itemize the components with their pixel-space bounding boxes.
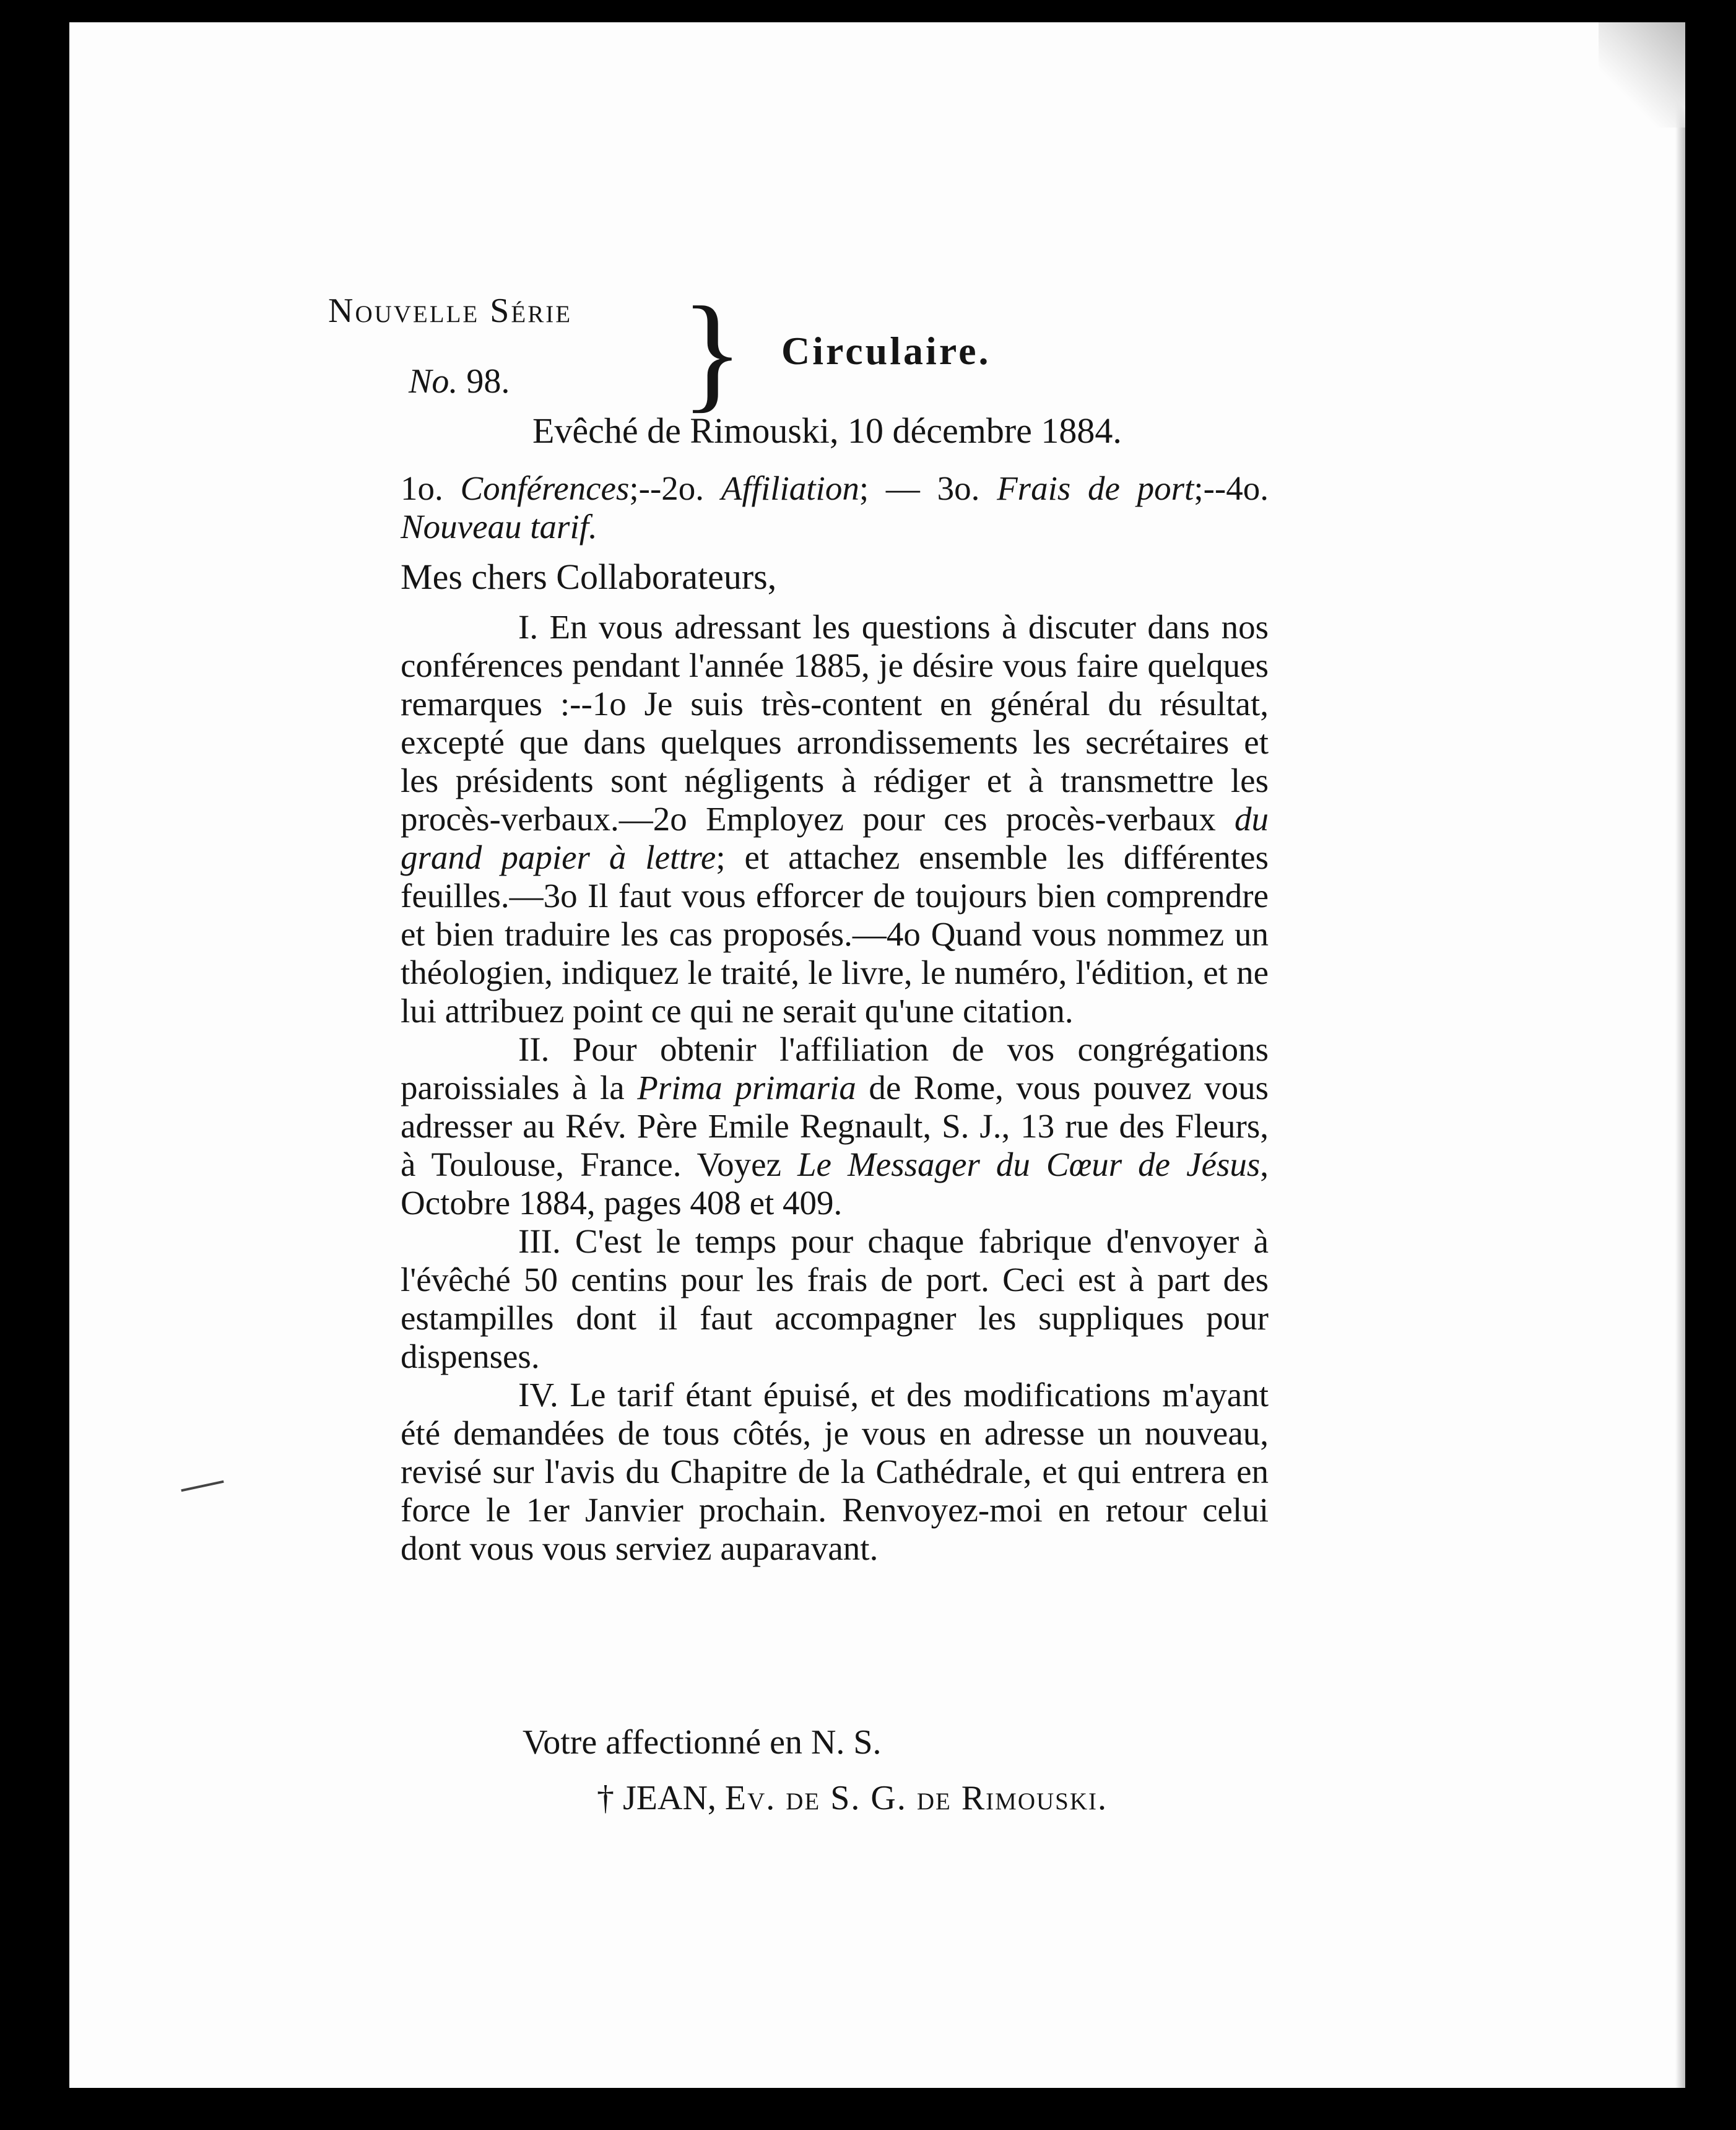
circular-header (328, 269, 1294, 424)
summary-line (401, 469, 1269, 546)
paragraph-2-italic-1: Prima primaria (637, 1069, 856, 1106)
signature (597, 1778, 1108, 1818)
margin-pen-mark (181, 1480, 224, 1492)
paragraph-2-text-b: de Rome, vous pouvez vous adresser au Rév. Père Emile Regnault, S. J., 13 rue des Fleurs, à Toulouse, France. Voyez (401, 1069, 1269, 1183)
circular-number (409, 362, 510, 401)
paragraph-2-italic-2: Le Messager du Cœur de Jésus (797, 1145, 1261, 1183)
dateline: Evêché de Rimouski, 10 décembre 1884. (532, 411, 1122, 451)
paragraph-1-tail: ; et attachez ensemble les différentes feuilles.—3o Il faut vous efforcer de toujours bien comprendre et bien traduire les cas proposés.—4o Quand vous nommez un théologien, indiquez le traité, le livre, le numéro, l'édition, et ne lui attribuez point ce qui ne serait qu'une citation. (401, 838, 1269, 1030)
summary-n2: ;--2o. (629, 469, 705, 507)
paragraph-2-text-c: , Octobre 1884, pages 408 et 409. (401, 1145, 1269, 1222)
greeting: Mes chers Collaborateurs, (401, 557, 777, 597)
circular-title: Circulaire. (781, 329, 991, 373)
paragraph-1-text: I. En vous adressant les questions à discuter dans nos conférences pendant l'année 1885, je désire vous faire quelques remarques :--1o Je suis très-content en général du résultat, excepté que dans quelques arrondissements les secrétaires et les présidents sont négligents à rédiger et à transmettre les procès-verbaux.—2o Employez pour ces procès-verbaux (401, 608, 1269, 838)
summary-topic-4: Nouveau tarif. (401, 508, 597, 546)
summary-topic-2: Affiliation (721, 469, 859, 507)
paragraph-1-italic: du grand papier à lettre (401, 800, 1269, 876)
summary-n3: ; — 3o. (859, 469, 980, 507)
letter-body (401, 608, 1269, 1568)
number-prefix: No. (409, 362, 458, 401)
summary-n4: ;--4o. (1194, 469, 1269, 507)
paragraph-4: IV. Le tarif étant épuisé, et des modifications m'ayant été demandées de tous côtés, je vous en adresse un nouveau, revisé sur l'avis du Chapitre de la Cathédrale, et qui entrera en force le 1er Janvier prochain. Renvoyez-moi en retour celui dont vous vous serviez auparavant. (401, 1376, 1269, 1567)
summary-topic-3: Frais de port (997, 469, 1194, 507)
signature-title: Ev. de S. G. de Rimouski. (724, 1779, 1108, 1817)
series-label: Nouvelle Série (328, 292, 573, 330)
number-value: 98. (466, 362, 510, 401)
header-brace: } (681, 280, 744, 424)
paragraph-2-text-a: II. Pour obtenir l'affiliation de vos congrégations paroissiales à la (401, 1030, 1269, 1106)
paragraph-3: III. C'est le temps pour chaque fabrique d'envoyer à l'évêché 50 centins pour les frais de port. Ceci est à part des estampilles dont il faut accompagner les suppliques pour dispenses. (401, 1222, 1269, 1375)
summary-n1: 1o. (401, 469, 443, 507)
paragraph-1 (401, 608, 1269, 1030)
page-edge-shadow (1675, 22, 1685, 2088)
paragraph-2 (401, 1030, 1269, 1222)
signature-name: † JEAN, (597, 1779, 716, 1817)
closing-line: Votre affectionné en N. S. (523, 1723, 882, 1762)
summary-topic-1: Conférences (460, 469, 630, 507)
document-page (69, 22, 1685, 2088)
